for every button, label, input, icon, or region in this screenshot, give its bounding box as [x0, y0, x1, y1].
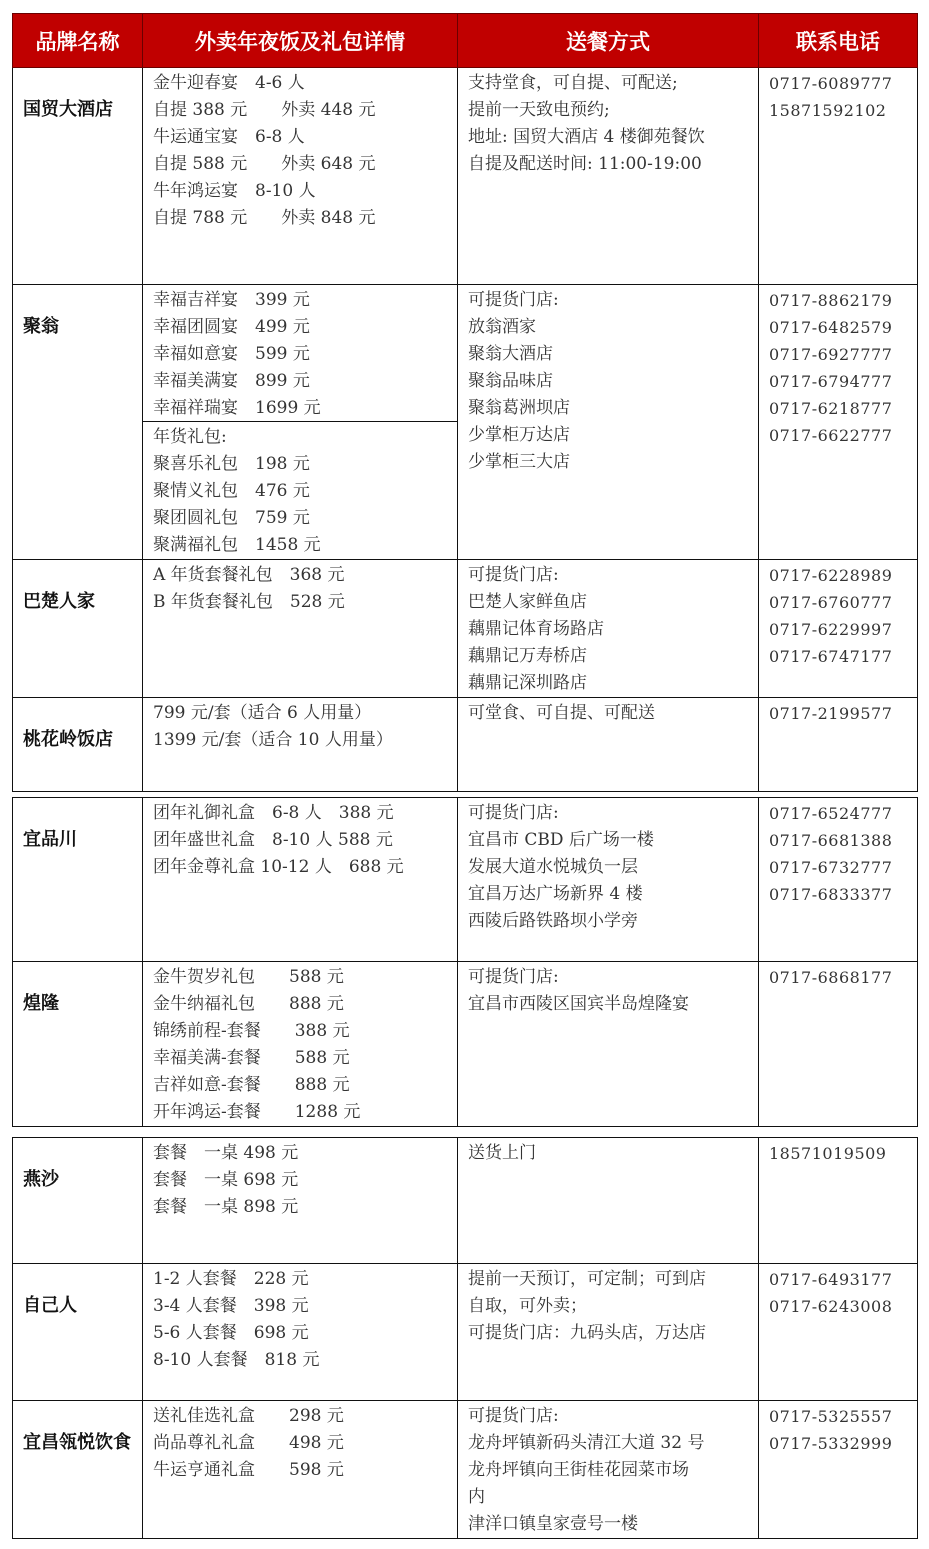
text-line: 聚情义礼包 476 元	[153, 481, 310, 501]
details-banquet	[143, 285, 457, 421]
text-line: 聚团圆礼包 759 元	[153, 508, 310, 528]
brand-name: 宜昌瓴悦饮食	[13, 1401, 143, 1539]
phone-cell	[759, 798, 918, 962]
text-line: 幸福美满宴 899 元	[153, 371, 310, 391]
text-line: 聚翁品味店	[468, 371, 553, 391]
text-line: 可提货门店:	[468, 803, 559, 823]
phone-number: 18571019509	[769, 1144, 887, 1163]
phone-cell	[759, 285, 918, 560]
phone-number: 0717-6218777	[769, 399, 893, 418]
text-line: 金牛贺岁礼包 588 元	[153, 967, 344, 987]
table-segment-1	[12, 13, 918, 792]
phone-number: 0717-6747177	[769, 647, 893, 666]
text-line: 聚满福礼包 1458 元	[153, 535, 321, 555]
text-line: 自提 388 元 外卖 448 元	[153, 100, 376, 120]
phone-number: 0717-6833377	[769, 885, 893, 904]
text-line: 可提货门店：九码头店，万达店	[468, 1323, 706, 1343]
phone-number: 15871592102	[769, 101, 887, 120]
delivery-cell	[458, 798, 759, 962]
text-line: 内	[468, 1487, 485, 1507]
delivery-cell	[458, 68, 759, 285]
header-delivery: 送餐方式	[458, 14, 759, 68]
phone-number: 0717-6927777	[769, 345, 893, 364]
phone-cell	[759, 698, 918, 792]
phone-number: 0717-6493177	[769, 1270, 893, 1289]
text-line: 金牛纳福礼包 888 元	[153, 994, 344, 1014]
text-line: 1-2 人套餐 228 元	[153, 1269, 309, 1289]
phone-number: 0717-6243008	[769, 1297, 893, 1316]
table-row	[13, 1138, 918, 1264]
table-row	[13, 285, 918, 560]
text-line: 少掌柜万达店	[468, 425, 570, 445]
text-line: 藕鼎记万寿桥店	[468, 646, 587, 666]
text-line: 幸福团圆宴 499 元	[153, 317, 310, 337]
text-line: 开年鸿运-套餐 1288 元	[153, 1102, 361, 1122]
text-line: 年货礼包:	[153, 427, 227, 447]
text-line: B 年货套餐礼包 528 元	[153, 592, 345, 612]
text-line: 提前一天预订，可定制；可到店	[468, 1269, 706, 1289]
text-line: 藕鼎记深圳路店	[468, 673, 587, 693]
brand-name: 聚翁	[13, 285, 143, 560]
text-line: 锦绣前程-套餐 388 元	[153, 1021, 350, 1041]
text-line: 聚翁大酒店	[468, 344, 553, 364]
phone-number: 0717-2199577	[769, 704, 893, 723]
text-line: 送货上门	[468, 1143, 536, 1163]
text-line: 可提货门店:	[468, 290, 559, 310]
text-line: 套餐 一桌 898 元	[153, 1197, 299, 1217]
table-row	[13, 962, 918, 1127]
brand-name: 自己人	[13, 1264, 143, 1401]
text-line: 可堂食、可自提、可配送	[468, 703, 655, 723]
text-line: 津洋口镇皇家壹号一楼	[468, 1514, 638, 1534]
text-line: 自提 588 元 外卖 648 元	[153, 154, 376, 174]
text-line: 宜昌万达广场新界 4 楼	[468, 884, 643, 904]
text-line: 可提货门店:	[468, 565, 559, 585]
text-line: 自提及配送时间: 11:00-19:00	[468, 154, 702, 174]
text-line: 799 元/套（适合 6 人用量）	[153, 703, 372, 723]
text-line: 提前一天致电预约;	[468, 100, 610, 120]
header-details: 外卖年夜饭及礼包详情	[143, 14, 458, 68]
brand-name: 宜品川	[13, 798, 143, 962]
text-line: 龙舟坪镇向王街桂花园菜市场	[468, 1460, 689, 1480]
details-cell	[143, 560, 458, 698]
phone-number: 0717-6524777	[769, 804, 893, 823]
details-cell	[143, 68, 458, 285]
phone-cell	[759, 962, 918, 1127]
text-line: 地址: 国贸大酒店 4 楼御苑餐饮	[468, 127, 705, 147]
text-line: 套餐 一桌 498 元	[153, 1143, 299, 1163]
text-line: 幸福如意宴 599 元	[153, 344, 310, 364]
phone-number: 0717-6760777	[769, 593, 893, 612]
phone-cell	[759, 1138, 918, 1264]
phone-number: 0717-6794777	[769, 372, 893, 391]
details-cell	[143, 1264, 458, 1401]
text-line: 宜昌市西陵区国宾半岛煌隆宴	[468, 994, 689, 1014]
details-cell	[143, 698, 458, 792]
table-row	[13, 560, 918, 698]
text-line: 8-10 人套餐 818 元	[153, 1350, 320, 1370]
text-line: 金牛迎春宴 4-6 人	[153, 73, 305, 93]
delivery-cell	[458, 1264, 759, 1401]
phone-cell	[759, 68, 918, 285]
text-line: 西陵后路铁路坝小学旁	[468, 911, 638, 931]
text-line: 5-6 人套餐 698 元	[153, 1323, 309, 1343]
text-line: 宜昌市 CBD 后广场一楼	[468, 830, 654, 850]
brand-name: 煌隆	[13, 962, 143, 1127]
text-line: 团年盛世礼盒 8-10 人 588 元	[153, 830, 393, 850]
phone-number: 0717-6732777	[769, 858, 893, 877]
table-header	[13, 14, 918, 68]
brand-name: 燕沙	[13, 1138, 143, 1264]
phone-number: 0717-5332999	[769, 1434, 893, 1453]
delivery-cell	[458, 560, 759, 698]
text-line: 套餐 一桌 698 元	[153, 1170, 299, 1190]
text-line: A 年货套餐礼包 368 元	[153, 565, 345, 585]
delivery-cell	[458, 1138, 759, 1264]
text-line: 送礼佳选礼盒 298 元	[153, 1406, 344, 1426]
table-row	[13, 1401, 918, 1539]
delivery-cell	[458, 962, 759, 1127]
table-row	[13, 698, 918, 792]
details-cell	[143, 1401, 458, 1539]
details-gift-pack	[143, 421, 457, 559]
text-line: 发展大道水悦城负一层	[468, 857, 638, 877]
text-line: 吉祥如意-套餐 888 元	[153, 1075, 350, 1095]
brand-name: 国贸大酒店	[13, 68, 143, 285]
details-cell	[143, 1138, 458, 1264]
table-segment-2	[12, 797, 918, 1127]
details-cell	[143, 285, 458, 560]
brand-name: 巴楚人家	[13, 560, 143, 698]
text-line: 牛年鸿运宴 8-10 人	[153, 181, 316, 201]
phone-cell	[759, 1401, 918, 1539]
delivery-cell	[458, 1401, 759, 1539]
text-line: 聚喜乐礼包 198 元	[153, 454, 310, 474]
phone-number: 0717-6228989	[769, 566, 893, 585]
header-phone: 联系电话	[759, 14, 918, 68]
text-line: 3-4 人套餐 398 元	[153, 1296, 309, 1316]
phone-number: 0717-6482579	[769, 318, 893, 337]
text-line: 龙舟坪镇新码头清江大道 32 号	[468, 1433, 705, 1453]
delivery-cell	[458, 698, 759, 792]
text-line: 聚翁葛洲坝店	[468, 398, 570, 418]
text-line: 幸福祥瑞宴 1699 元	[153, 398, 321, 418]
brand-name: 桃花岭饭店	[13, 698, 143, 792]
text-line: 少掌柜三大店	[468, 452, 570, 472]
delivery-cell	[458, 285, 759, 560]
phone-number: 0717-6089777	[769, 74, 893, 93]
text-line: 放翁酒家	[468, 317, 536, 337]
phone-number: 0717-8862179	[769, 291, 893, 310]
text-line: 牛运通宝宴 6-8 人	[153, 127, 305, 147]
phone-number: 0717-6622777	[769, 426, 893, 445]
text-line: 藕鼎记体育场路店	[468, 619, 604, 639]
text-line: 幸福吉祥宴 399 元	[153, 290, 310, 310]
table-row	[13, 798, 918, 962]
phone-number: 0717-6229997	[769, 620, 893, 639]
table-row	[13, 68, 918, 285]
phone-number: 0717-6868177	[769, 968, 893, 987]
phone-cell	[759, 1264, 918, 1401]
text-line: 可提货门店:	[468, 967, 559, 987]
text-line: 幸福美满-套餐 588 元	[153, 1048, 350, 1068]
table-segment-3	[12, 1137, 918, 1539]
text-line: 团年金尊礼盒 10-12 人 688 元	[153, 857, 404, 877]
text-line: 自取，可外卖；	[468, 1296, 587, 1316]
header-brand: 品牌名称	[13, 14, 143, 68]
text-line: 团年礼御礼盒 6-8 人 388 元	[153, 803, 394, 823]
text-line: 牛运亨通礼盒 598 元	[153, 1460, 344, 1480]
phone-cell	[759, 560, 918, 698]
phone-number: 0717-5325557	[769, 1407, 893, 1426]
text-line: 1399 元/套（适合 10 人用量）	[153, 730, 393, 750]
text-line: 自提 788 元 外卖 848 元	[153, 208, 376, 228]
text-line: 支持堂食，可自提、可配送;	[468, 73, 678, 93]
phone-number: 0717-6681388	[769, 831, 893, 850]
details-cell	[143, 798, 458, 962]
text-line: 巴楚人家鲜鱼店	[468, 592, 587, 612]
details-cell	[143, 962, 458, 1127]
table-row	[13, 1264, 918, 1401]
text-line: 可提货门店:	[468, 1406, 559, 1426]
text-line: 尚品尊礼礼盒 498 元	[153, 1433, 344, 1453]
